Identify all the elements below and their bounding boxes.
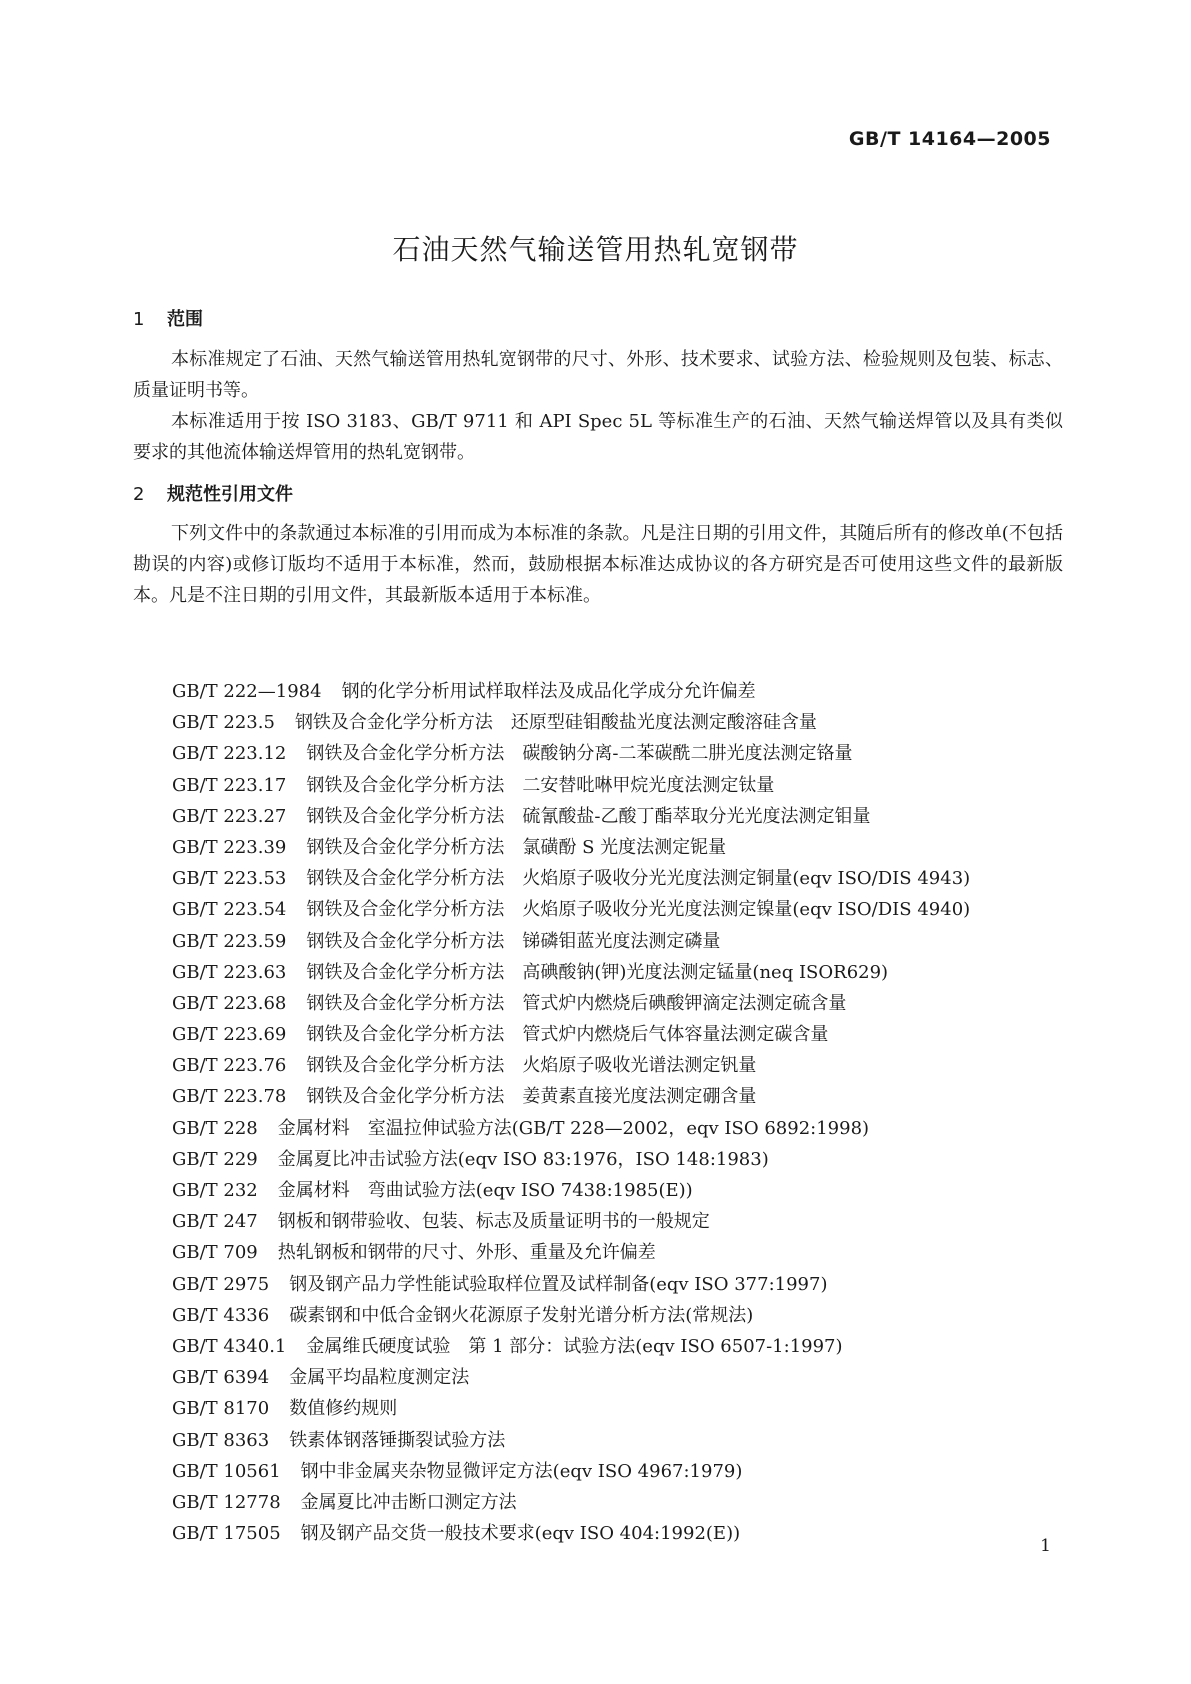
reference-code: GB/T 223.69 [172, 1024, 287, 1046]
reference-item [172, 1300, 970, 1331]
reference-item [172, 676, 970, 707]
section-2-intro: 下列文件中的条款通过本标准的引用而成为本标准的条款。凡是注日期的引用文件，其随后所有的修改单(不包括勘误的内容)或修订版均不适用于本标准，然而，鼓励根据本标准达成协议的各方研究是否可使用这些文件的最新版本。凡是不注日期的引用文件，其最新版本适用于本标准。 [133, 523, 1063, 606]
reference-code: GB/T 709 [172, 1242, 258, 1264]
reference-code: GB/T 223.5 [172, 712, 275, 734]
reference-code: GB/T 4340.1 [172, 1335, 287, 1357]
reference-code: GB/T 4336 [172, 1304, 270, 1326]
reference-code: GB/T 223.76 [172, 1055, 287, 1077]
reference-item [172, 1269, 970, 1300]
reference-title: 钢铁及合金化学分析方法 火焰原子吸收分光光度法测定铜量(eqv ISO/DIS 4943) [306, 868, 971, 890]
reference-list [172, 676, 970, 1549]
reference-code: GB/T 228 [172, 1117, 258, 1139]
reference-title: 钢铁及合金化学分析方法 锑磷钼蓝光度法测定磷量 [306, 930, 721, 952]
reference-code: GB/T 223.12 [172, 743, 287, 765]
reference-item [172, 1237, 970, 1268]
reference-item [172, 770, 970, 801]
reference-item [172, 1487, 970, 1518]
reference-item [172, 1456, 970, 1487]
reference-title: 钢及钢产品力学性能试验取样位置及试样制备(eqv ISO 377:1997) [289, 1273, 828, 1295]
reference-title: 金属材料 弯曲试验方法(eqv ISO 7438:1985(E)) [277, 1180, 693, 1201]
page-number: 1 [1040, 1536, 1051, 1556]
reference-title: 钢铁及合金化学分析方法 硫氰酸盐-乙酸丁酯萃取分光光度法测定钼量 [306, 805, 871, 827]
section-1-paragraph-1: 本标准规定了石油、天然气输送管用热轧宽钢带的尺寸、外形、技术要求、试验方法、检验规则及包装、标志、质量证明书等。 [133, 349, 1063, 401]
section-1-paragraph-2: 本标准适用于按 ISO 3183、GB/T 9711 和 API Spec 5L 等标准生产的石油、天然气输送焊管以及具有类似要求的其他流体输送焊管用的热轧宽钢带。 [133, 411, 1063, 463]
reference-title: 铁素体钢落锤撕裂试验方法 [289, 1429, 506, 1451]
reference-item [172, 1175, 970, 1206]
reference-title: 钢的化学分析用试样取样法及成品化学成分允许偏差 [341, 681, 756, 702]
standard-number: GB/T 14164—2005 [848, 128, 1051, 150]
reference-title: 钢铁及合金化学分析方法 还原型硅钼酸盐光度法测定酸溶硅含量 [294, 712, 817, 734]
reference-item [172, 1206, 970, 1237]
reference-code: GB/T 12778 [172, 1491, 281, 1513]
reference-item [172, 1518, 970, 1549]
reference-item [172, 988, 970, 1019]
reference-title: 钢铁及合金化学分析方法 管式炉内燃烧后碘酸钾滴定法测定硫含量 [306, 992, 847, 1014]
document-title: 石油天然气输送管用热轧宽钢带 [392, 233, 799, 266]
reference-code: GB/T 17505 [172, 1523, 281, 1545]
reference-code: GB/T 223.68 [172, 992, 287, 1014]
reference-title: 金属夏比冲击试验方法(eqv ISO 83:1976，ISO 148:1983) [277, 1148, 769, 1170]
reference-code: GB/T 223.53 [172, 868, 287, 890]
reference-code: GB/T 223.59 [172, 930, 287, 952]
reference-title: 钢及钢产品交货一般技术要求(eqv ISO 404:1992(E)) [300, 1523, 741, 1545]
reference-item [172, 894, 970, 925]
reference-title: 数值修约规则 [289, 1398, 398, 1420]
reference-title: 钢铁及合金化学分析方法 姜黄素直接光度法测定硼含量 [306, 1086, 757, 1108]
reference-title: 钢铁及合金化学分析方法 高碘酸钠(钾)光度法测定锰量(neq ISOR629) [306, 961, 889, 983]
reference-title: 金属材料 室温拉伸试验方法(GB/T 228—2002，eqv ISO 6892:1998) [277, 1117, 870, 1139]
reference-code: GB/T 2975 [172, 1273, 270, 1295]
reference-code: GB/T 223.78 [172, 1086, 287, 1108]
reference-title: 钢铁及合金化学分析方法 氯磺酚 S 光度法测定铌量 [306, 836, 727, 858]
reference-code: GB/T 223.54 [172, 899, 287, 921]
reference-item [172, 1144, 970, 1175]
reference-title: 钢铁及合金化学分析方法 管式炉内燃烧后气体容量法测定碳含量 [306, 1024, 829, 1046]
reference-item [172, 801, 970, 832]
section-2-heading [133, 480, 293, 506]
reference-title: 钢中非金属夹杂物显微评定方法(eqv ISO 4967:1979) [300, 1460, 743, 1482]
reference-code: GB/T 223.63 [172, 961, 287, 983]
reference-title: 钢铁及合金化学分析方法 二安替吡啉甲烷光度法测定钛量 [306, 774, 775, 796]
reference-title: 金属平均晶粒度测定法 [289, 1367, 470, 1389]
reference-title: 金属维氏硬度试验 第 1 部分：试验方法(eqv ISO 6507-1:1997) [306, 1335, 843, 1357]
reference-item [172, 707, 970, 738]
reference-code: GB/T 247 [172, 1211, 258, 1233]
reference-title: 碳素钢和中低合金钢火花源原子发射光谱分析方法(常规法) [289, 1304, 754, 1326]
reference-item [172, 1393, 970, 1424]
reference-item [172, 1362, 970, 1393]
section-1-title: 范围 [167, 309, 203, 330]
reference-item [172, 1113, 970, 1144]
reference-title: 钢铁及合金化学分析方法 碳酸钠分离-二苯碳酰二肼光度法测定铬量 [306, 743, 853, 765]
reference-item [172, 957, 970, 988]
reference-item [172, 863, 970, 894]
reference-item [172, 832, 970, 863]
section-2-number: 2 [133, 484, 145, 505]
reference-item [172, 1081, 970, 1112]
reference-item [172, 1331, 970, 1362]
reference-item [172, 926, 970, 957]
reference-code: GB/T 6394 [172, 1367, 270, 1389]
reference-title: 钢铁及合金化学分析方法 火焰原子吸收光谱法测定钒量 [306, 1055, 757, 1077]
section-2-title: 规范性引用文件 [167, 484, 293, 505]
reference-item [172, 1425, 970, 1456]
reference-code: GB/T 10561 [172, 1460, 281, 1482]
reference-title: 金属夏比冲击断口测定方法 [300, 1491, 517, 1513]
reference-code: GB/T 8170 [172, 1398, 270, 1420]
reference-item [172, 1050, 970, 1081]
reference-code: GB/T 8363 [172, 1429, 270, 1451]
reference-code: GB/T 223.17 [172, 774, 287, 796]
reference-title: 钢铁及合金化学分析方法 火焰原子吸收分光光度法测定镍量(eqv ISO/DIS 4940) [306, 899, 971, 921]
reference-code: GB/T 229 [172, 1148, 258, 1170]
section-1-number: 1 [133, 309, 145, 330]
reference-title: 钢板和钢带验收、包装、标志及质量证明书的一般规定 [277, 1211, 710, 1233]
reference-item [172, 738, 970, 769]
reference-code: GB/T 232 [172, 1180, 258, 1201]
reference-title: 热轧钢板和钢带的尺寸、外形、重量及允许偏差 [277, 1242, 656, 1264]
reference-code: GB/T 223.39 [172, 836, 287, 858]
reference-item [172, 1019, 970, 1050]
section-1-heading [133, 305, 203, 331]
reference-code: GB/T 222—1984 [172, 681, 322, 702]
reference-code: GB/T 223.27 [172, 805, 287, 827]
